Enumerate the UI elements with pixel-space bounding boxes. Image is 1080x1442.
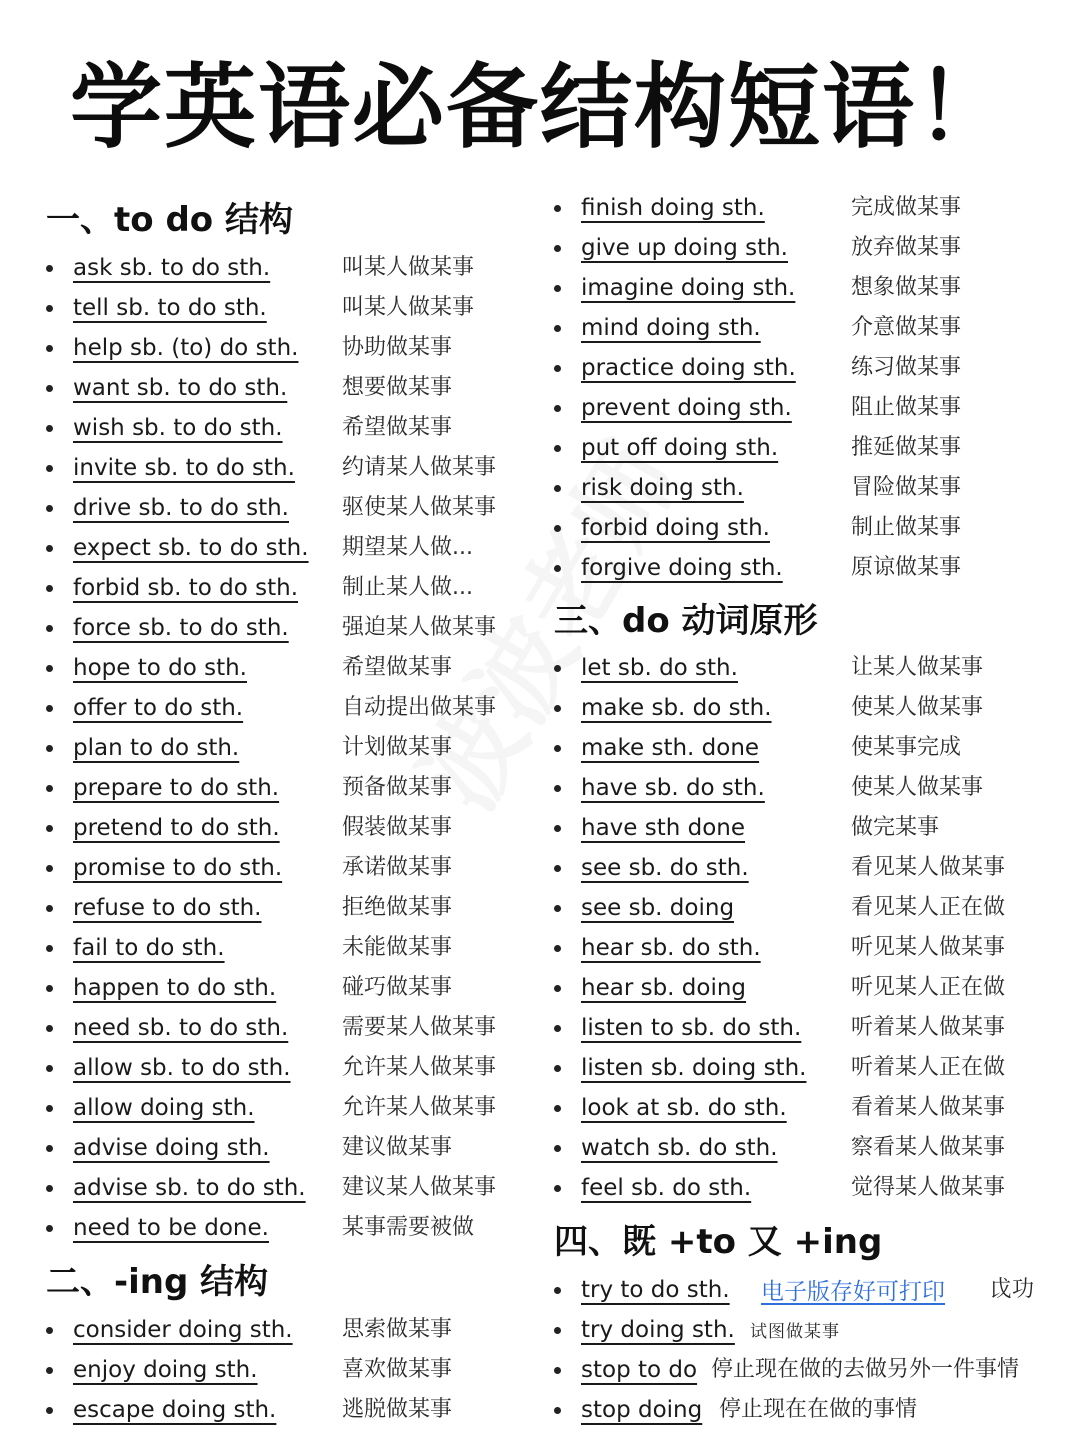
- bullet-icon: [46, 1025, 53, 1032]
- bullet-icon: [46, 865, 53, 872]
- bullet-icon: [46, 1225, 53, 1232]
- list-item: [46, 1008, 526, 1048]
- phrase-cn: 做完某事: [851, 815, 940, 840]
- phrase-en: fail to do sth.: [73, 935, 225, 961]
- list-item: [46, 688, 526, 728]
- phrase-en: allow sb. to do sth.: [73, 1055, 291, 1081]
- phrase-en: try doing sth.: [581, 1317, 735, 1343]
- phrase-en: help sb. (to) do sth.: [73, 335, 299, 361]
- list-item: [46, 888, 526, 928]
- phrase-cn: 协助做某事: [342, 335, 453, 360]
- phrase-cn: 放弃做某事: [851, 235, 962, 260]
- bullet-icon: [554, 1145, 561, 1152]
- phrase-en: stop doing: [581, 1397, 703, 1423]
- phrase-en: enjoy doing sth.: [73, 1357, 258, 1383]
- bullet-icon: [554, 785, 561, 792]
- phrase-en: listen sb. doing sth.: [581, 1055, 807, 1081]
- phrase-cn: 建议做某事: [342, 1135, 453, 1160]
- bullet-icon: [46, 985, 53, 992]
- list-item: [46, 768, 526, 808]
- bullet-icon: [554, 205, 561, 212]
- phrase-cn: 碰巧做某事: [342, 975, 453, 1000]
- list-item: [554, 968, 1054, 1008]
- phrase-en: invite sb. to do sth.: [73, 455, 295, 481]
- phrase-en: pretend to do sth.: [73, 815, 280, 841]
- list-item: [554, 1350, 1054, 1390]
- phrase-en: practice doing sth.: [581, 355, 796, 381]
- list-item: [46, 1168, 526, 1208]
- list-item: [46, 728, 526, 768]
- section-heading-ing: 二、-ing 结构: [46, 1262, 269, 1302]
- phrase-cn: 拒绝做某事: [342, 895, 453, 920]
- bullet-icon: [554, 865, 561, 872]
- phrase-cn: 叫某人做某事: [342, 295, 475, 320]
- phrase-en: make sb. do sth.: [581, 695, 772, 721]
- phrase-cn: 希望做某事: [342, 415, 453, 440]
- phrase-cn: 练习做某事: [851, 355, 962, 380]
- phrase-cn: 试图做某事: [750, 1322, 840, 1342]
- phrase-cn: 未能做某事: [342, 935, 453, 960]
- bullet-icon: [46, 1185, 53, 1192]
- phrase-cn: 希望做某事: [342, 655, 453, 680]
- list-item: [46, 1350, 526, 1390]
- list-item: [554, 388, 1054, 428]
- bullet-icon: [554, 1105, 561, 1112]
- bullet-icon: [554, 905, 561, 912]
- phrase-cn: 想象做某事: [851, 275, 962, 300]
- list-item: [554, 468, 1054, 508]
- phrase-cn: 预备做某事: [342, 775, 453, 800]
- phrase-cn: 叫某人做某事: [342, 255, 475, 280]
- phrase-en: hope to do sth.: [73, 655, 247, 681]
- list-item: [554, 768, 1054, 808]
- phrase-cn: 听着某人正在做: [851, 1055, 1006, 1080]
- bullet-icon: [554, 565, 561, 572]
- phrase-cn: 逃脱做某事: [342, 1397, 453, 1422]
- phrase-cn: 使某人做某事: [851, 695, 984, 720]
- phrase-en: advise sb. to do sth.: [73, 1175, 306, 1201]
- phrase-en: watch sb. do sth.: [581, 1135, 778, 1161]
- list-item: [46, 448, 526, 488]
- phrase-cn: 强迫某人做某事: [342, 615, 497, 640]
- phrase-cn: 看见某人正在做: [851, 895, 1006, 920]
- list-item: [46, 968, 526, 1008]
- phrase-en: ask sb. to do sth.: [73, 255, 271, 281]
- phrase-en: expect sb. to do sth.: [73, 535, 309, 561]
- bullet-icon: [554, 745, 561, 752]
- list-item: [46, 648, 526, 688]
- list-item: [554, 1048, 1054, 1088]
- list-item: [554, 928, 1054, 968]
- list-item: [46, 608, 526, 648]
- list-item: [554, 1008, 1054, 1048]
- bullet-icon: [554, 405, 561, 412]
- list-item: [46, 1048, 526, 1088]
- phrase-cn: 听见某人正在做: [851, 975, 1006, 1000]
- list-item: [554, 848, 1054, 888]
- bullet-icon: [46, 425, 53, 432]
- bullet-icon: [554, 1185, 561, 1192]
- phrase-en: tell sb. to do sth.: [73, 295, 267, 321]
- phrase-cn: 冒险做某事: [851, 475, 962, 500]
- bullet-icon: [46, 385, 53, 392]
- phrase-cn: 介意做某事: [851, 315, 962, 340]
- phrase-en: have sb. do sth.: [581, 775, 765, 801]
- phrase-cn: 原谅做某事: [851, 555, 962, 580]
- phrase-en: look at sb. do sth.: [581, 1095, 787, 1121]
- bullet-icon: [46, 505, 53, 512]
- list-item: [554, 808, 1054, 848]
- phrase-en: allow doing sth.: [73, 1095, 255, 1121]
- bullet-icon: [554, 285, 561, 292]
- bullet-icon: [46, 625, 53, 632]
- bullet-icon: [46, 585, 53, 592]
- list-item: [554, 1270, 1054, 1310]
- phrase-en: plan to do sth.: [73, 735, 240, 761]
- phrase-cn: 戉功: [990, 1277, 1035, 1302]
- list-item: [46, 1208, 526, 1248]
- bullet-icon: [554, 365, 561, 372]
- list-item: [46, 288, 526, 328]
- list-item: [46, 328, 526, 368]
- phrase-cn: 完成做某事: [851, 195, 962, 220]
- phrase-en: put off doing sth.: [581, 435, 779, 461]
- bullet-icon: [46, 305, 53, 312]
- bullet-icon: [554, 1025, 561, 1032]
- list-item: [554, 228, 1054, 268]
- phrase-en: force sb. to do sth.: [73, 615, 289, 641]
- list-item: [46, 1390, 526, 1430]
- section-heading-to-do: 一、to do 结构: [46, 200, 293, 240]
- bullet-icon: [554, 985, 561, 992]
- bullet-icon: [46, 345, 53, 352]
- bullet-icon: [554, 1287, 561, 1294]
- phrase-cn: 使某事完成: [851, 735, 962, 760]
- phrase-cn: 自动提出做某事: [342, 695, 497, 720]
- phrase-cn: 看着某人做某事: [851, 1095, 1006, 1120]
- phrase-en: finish doing sth.: [581, 195, 765, 221]
- list-item: [46, 528, 526, 568]
- phrase-en: offer to do sth.: [73, 695, 244, 721]
- bullet-icon: [46, 265, 53, 272]
- bullet-icon: [554, 1327, 561, 1334]
- phrase-en: risk doing sth.: [581, 475, 744, 501]
- bullet-icon: [46, 785, 53, 792]
- phrase-cn: 让某人做某事: [851, 655, 984, 680]
- phrase-cn: 计划做某事: [342, 735, 453, 760]
- phrase-en: forgive doing sth.: [581, 555, 783, 581]
- bullet-icon: [554, 1367, 561, 1374]
- list-item: [554, 888, 1054, 928]
- bullet-icon: [46, 825, 53, 832]
- bullet-icon: [554, 945, 561, 952]
- bullet-icon: [46, 945, 53, 952]
- phrase-en: promise to do sth.: [73, 855, 283, 881]
- list-item: [554, 1310, 1054, 1350]
- list-item: [46, 408, 526, 448]
- phrase-en: need sb. to do sth.: [73, 1015, 289, 1041]
- phrase-en: see sb. doing: [581, 895, 735, 921]
- phrase-en: consider doing sth.: [73, 1317, 293, 1343]
- bullet-icon: [46, 1065, 53, 1072]
- section-heading-both: 四、既 +to 又 +ing: [554, 1222, 883, 1262]
- phrase-en: feel sb. do sth.: [581, 1175, 752, 1201]
- bullet-icon: [46, 545, 53, 552]
- bullet-icon: [554, 1065, 561, 1072]
- phrase-cn: 制止做某事: [851, 515, 962, 540]
- list-item: [554, 648, 1054, 688]
- bullet-icon: [554, 445, 561, 452]
- bullet-icon: [46, 1327, 53, 1334]
- phrase-cn: 停止现在做的去做另外一件事情: [711, 1357, 1020, 1382]
- phrase-cn: 需要某人做某事: [342, 1015, 497, 1040]
- phrase-en: escape doing sth.: [73, 1397, 277, 1423]
- bullet-icon: [46, 1105, 53, 1112]
- phrase-cn: 停止现在在做的事情: [719, 1397, 918, 1422]
- phrase-cn: 期望某人做...: [342, 535, 473, 560]
- list-item: [46, 1128, 526, 1168]
- phrase-en: need to be done.: [73, 1215, 269, 1241]
- bullet-icon: [554, 1407, 561, 1414]
- phrase-en: hear sb. do sth.: [581, 935, 761, 961]
- phrase-cn: 推延做某事: [851, 435, 962, 460]
- phrase-cn: 承诺做某事: [342, 855, 453, 880]
- phrase-en: prepare to do sth.: [73, 775, 280, 801]
- list-item: [554, 548, 1054, 588]
- list-item: [46, 1310, 526, 1350]
- list-item: [46, 848, 526, 888]
- phrase-cn: 某事需要被做: [342, 1215, 475, 1240]
- list-item: [46, 1088, 526, 1128]
- phrase-en: prevent doing sth.: [581, 395, 792, 421]
- bullet-icon: [554, 325, 561, 332]
- phrase-en: drive sb. to do sth.: [73, 495, 289, 521]
- list-item: [554, 728, 1054, 768]
- phrase-en: imagine doing sth.: [581, 275, 796, 301]
- list-item: [554, 308, 1054, 348]
- bullet-icon: [46, 1145, 53, 1152]
- phrase-en: refuse to do sth.: [73, 895, 262, 921]
- phrase-en: try to do sth.: [581, 1277, 730, 1303]
- phrase-cn: 假装做某事: [342, 815, 453, 840]
- phrase-en: want sb. to do sth.: [73, 375, 288, 401]
- list-item: [554, 268, 1054, 308]
- bullet-icon: [46, 1367, 53, 1374]
- phrase-en: stop to do: [581, 1357, 698, 1383]
- list-item: [554, 508, 1054, 548]
- list-item: [554, 1390, 1054, 1430]
- phrase-cn: 思索做某事: [342, 1317, 453, 1342]
- section-heading-do: 三、do 动词原形: [554, 601, 818, 641]
- list-item: [46, 568, 526, 608]
- phrase-cn: 觉得某人做某事: [851, 1175, 1006, 1200]
- printable-version-link[interactable]: 电子版存好可打印: [759, 1272, 947, 1312]
- phrase-en: happen to do sth.: [73, 975, 277, 1001]
- list-item: [46, 368, 526, 408]
- list-item: [554, 688, 1054, 728]
- phrase-en: mind doing sth.: [581, 315, 761, 341]
- phrase-cn: 允许某人做某事: [342, 1055, 497, 1080]
- phrase-cn: 听着某人做某事: [851, 1015, 1006, 1040]
- phrase-cn: 驱使某人做某事: [342, 495, 497, 520]
- list-item: [46, 248, 526, 288]
- phrase-cn: 听见某人做某事: [851, 935, 1006, 960]
- phrase-en: listen to sb. do sth.: [581, 1015, 802, 1041]
- phrase-en: let sb. do sth.: [581, 655, 738, 681]
- list-item: [46, 928, 526, 968]
- phrase-cn: 想要做某事: [342, 375, 453, 400]
- phrase-en: advise doing sth.: [73, 1135, 270, 1161]
- phrase-en: hear sb. doing: [581, 975, 747, 1001]
- list-item: [554, 348, 1054, 388]
- bullet-icon: [46, 745, 53, 752]
- phrase-cn: 制止某人做...: [342, 575, 473, 600]
- phrase-cn: 喜欢做某事: [342, 1357, 453, 1382]
- phrase-en: forbid sb. to do sth.: [73, 575, 299, 601]
- phrase-cn: 建议某人做某事: [342, 1175, 497, 1200]
- phrase-en: see sb. do sth.: [581, 855, 749, 881]
- list-item: [554, 428, 1054, 468]
- list-item: [554, 188, 1054, 228]
- list-item: [554, 1088, 1054, 1128]
- phrase-en: forbid doing sth.: [581, 515, 770, 541]
- list-item: [46, 808, 526, 848]
- bullet-icon: [46, 665, 53, 672]
- bullet-icon: [46, 905, 53, 912]
- bullet-icon: [46, 465, 53, 472]
- phrase-cn: 看见某人做某事: [851, 855, 1006, 880]
- bullet-icon: [554, 825, 561, 832]
- phrase-cn: 使某人做某事: [851, 775, 984, 800]
- bullet-icon: [554, 485, 561, 492]
- bullet-icon: [554, 525, 561, 532]
- list-item: [554, 1168, 1054, 1208]
- list-item: [554, 1128, 1054, 1168]
- bullet-icon: [46, 705, 53, 712]
- phrase-en: have sth done: [581, 815, 746, 841]
- phrase-cn: 允许某人做某事: [342, 1095, 497, 1120]
- phrase-en: make sth. done: [581, 735, 760, 761]
- phrase-cn: 察看某人做某事: [851, 1135, 1006, 1160]
- page-title: 学英语必备结构短语！: [69, 54, 1010, 161]
- phrase-cn: 阻止做某事: [851, 395, 962, 420]
- phrase-en: wish sb. to do sth.: [73, 415, 283, 441]
- list-item: [46, 488, 526, 528]
- bullet-icon: [46, 1407, 53, 1414]
- phrase-cn: 约请某人做某事: [342, 455, 497, 480]
- bullet-icon: [554, 665, 561, 672]
- bullet-icon: [554, 245, 561, 252]
- phrase-en: give up doing sth.: [581, 235, 788, 261]
- bullet-icon: [554, 705, 561, 712]
